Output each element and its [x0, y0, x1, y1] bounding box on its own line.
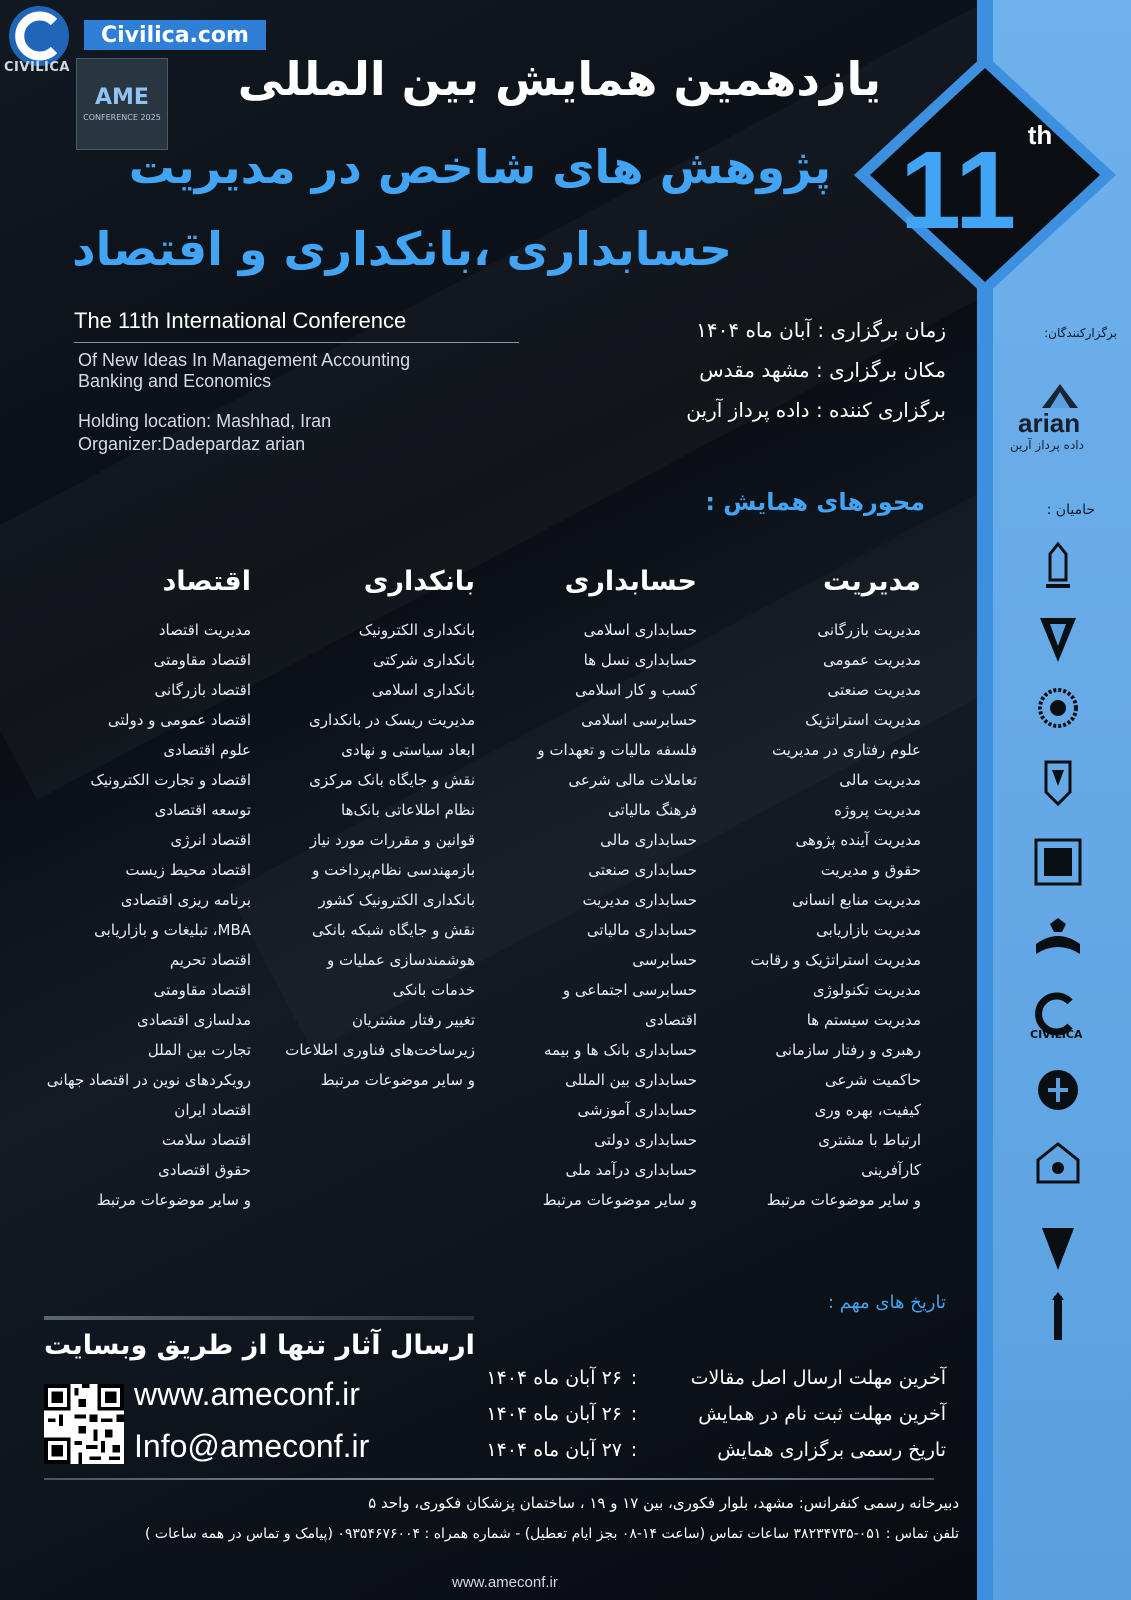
- topic-item: حسابداری آموزشی: [577, 1101, 697, 1119]
- deadline-separator: :: [630, 1403, 638, 1425]
- topic-item: حقوق اقتصادی: [158, 1161, 251, 1179]
- topic-item: حسابرسی: [632, 951, 697, 969]
- conference-time: زمان برگزاری : آبان ماه ۱۴۰۴: [696, 318, 946, 342]
- title-line-2: پژوهش های شاخص در مدیریت: [128, 140, 831, 194]
- deadline-separator: :: [630, 1439, 638, 1461]
- secretariat-address: دبیرخانه رسمی کنفرانس: مشهد، بلوار فکوری، بین ۱۷ و ۱۹ ، ساختمان پزشکان فکوری، واحد ۵: [368, 1494, 959, 1512]
- topic-item: بانکداری الکترونیک کشور: [318, 891, 475, 909]
- topic-list: [751, 615, 921, 1215]
- deadline-separator: :: [630, 1367, 638, 1389]
- topic-item: اقتصاد تحریم: [169, 951, 251, 969]
- topic-item: مدیریت بازاریابی: [816, 921, 921, 939]
- footer-divider: [44, 1478, 934, 1480]
- topic-item: مدیریت بازرگانی: [817, 621, 921, 639]
- topic-item: قوانین و مقررات مورد نیاز: [309, 831, 475, 849]
- topic-item: مدیریت مالی: [839, 771, 921, 789]
- topic-item: اقتصاد محیط زیست: [125, 861, 251, 879]
- topic-item: مدلسازی اقتصادی: [136, 1011, 251, 1029]
- english-organizer: Organizer:Dadepardaz arian: [78, 434, 306, 454]
- topic-item: ابعاد سیاستی و نهادی: [341, 741, 475, 759]
- topic-item: بانکداری شرکتی: [372, 651, 475, 669]
- book-crown-logo-icon: [1030, 914, 1086, 970]
- contact-phone: تلفن تماس : ۰۵۱-۳۸۲۳۴۷۳۵ ساعات تماس (ساعت ۱۴-۰۸ بجز ایام تعطیل) - شماره همراه : ۰۹۳۵۴۶۷۶۰۰۴ (پیامک و تماس در همه ساعات ): [144, 1526, 959, 1542]
- topic-column-management: [751, 566, 921, 1215]
- topic-item: و سایر موضوعات مرتبط: [96, 1191, 251, 1209]
- topic-item: حسابداری نسل ها: [583, 651, 697, 669]
- topic-item: حاکمیت شرعی: [825, 1071, 921, 1089]
- topic-item: و سایر موضوعات مرتبط: [320, 1071, 475, 1089]
- website-link[interactable]: www.ameconf.ir: [134, 1376, 360, 1412]
- topic-item: حسابرسی اجتماعی و: [562, 981, 697, 999]
- azad-university-logo-icon: [1030, 612, 1086, 668]
- arian-emblem-icon: [1040, 382, 1080, 410]
- title-line-3: حسابداری ،بانکداری و اقتصاد: [72, 222, 733, 276]
- topic-item: مدیریت استراتژیک و رقابت: [750, 951, 921, 969]
- topic-item: و سایر موضوعات مرتبط: [542, 1191, 697, 1209]
- topic-item: علوم اقتصادی: [163, 741, 251, 759]
- topic-item: اقتصاد سلامت: [161, 1131, 251, 1149]
- organization-logo-icon: [1030, 1064, 1086, 1120]
- topic-item: زیرساخت‌های فناوری اطلاعات: [285, 1041, 475, 1059]
- topic-list: [285, 615, 475, 1095]
- ame-conference-logo: [76, 58, 168, 150]
- topic-column-banking: [285, 566, 475, 1095]
- sponsors-label: حامیان :: [1046, 502, 1095, 518]
- topic-item: حسابداری مالی: [600, 831, 697, 849]
- topic-item: بازمهندسی نظام‌پرداخت و: [312, 861, 475, 879]
- topic-item: حسابداری مالیاتی: [586, 921, 697, 939]
- topic-item: حقوق و مدیریت: [820, 861, 921, 879]
- topic-item: حسابداری مدیریت: [582, 891, 697, 909]
- topic-item: اقتصاد ایران: [174, 1101, 251, 1119]
- topic-column-economics: [47, 566, 251, 1215]
- topic-item: اقتصاد بازرگانی: [154, 681, 251, 699]
- deadline-row: [486, 1432, 946, 1468]
- topic-item: اقتصادی: [645, 1011, 697, 1029]
- deadline-value: ۲۶ آبان ماه ۱۴۰۴: [486, 1403, 622, 1425]
- topic-item: مدیریت عمومی: [823, 651, 921, 669]
- deadline-row: [486, 1360, 946, 1396]
- arian-logo-sub: داده پرداز آرین: [1010, 438, 1084, 452]
- deadline-label: آخرین مهلت ارسال اصل مقالات: [690, 1367, 946, 1389]
- arian-logo-text: arian: [1018, 408, 1081, 438]
- topic-list: [537, 615, 697, 1215]
- topic-item: اقتصاد عمومی و دولتی: [107, 711, 251, 729]
- institute-logo-icon: [1030, 756, 1086, 812]
- topic-item: مدیریت تکنولوژی: [812, 981, 921, 999]
- title-line-1: یازدهمین همایش بین المللی: [237, 52, 881, 106]
- topic-column-accounting: [537, 566, 697, 1215]
- topic-item: حسابداری درآمد ملی: [565, 1161, 697, 1179]
- topic-item: مدیریت اقتصاد: [158, 621, 251, 639]
- column-heading: حسابداری: [564, 566, 697, 597]
- english-title: The 11th International Conference: [74, 308, 407, 333]
- topic-item: اقتصاد مقاومتی: [153, 651, 251, 669]
- topic-item: کسب و کار اسلامی: [575, 681, 697, 699]
- azad-university-small-logo-icon: [1030, 1222, 1086, 1278]
- topic-item: فرهنگ مالیاتی: [607, 801, 697, 819]
- topics-title: محورهای همایش :: [705, 488, 925, 516]
- topic-item: اقتصاد انرژی: [170, 831, 251, 849]
- deadline-value: ۲۶ آبان ماه ۱۴۰۴: [486, 1367, 622, 1389]
- email-link[interactable]: Info@ameconf.ir: [134, 1428, 370, 1464]
- topic-item: MBA، تبلیغات و بازاریابی: [94, 921, 251, 939]
- important-dates-title: تاریخ های مهم :: [827, 1292, 946, 1313]
- topic-item: حسابداری بانک ها و بیمه: [544, 1041, 697, 1059]
- topic-item: توسعه اقتصادی: [154, 801, 251, 819]
- topic-item: کارآفرینی: [861, 1161, 921, 1179]
- topic-item: حسابداری اسلامی: [583, 621, 697, 639]
- civilica-small-label: CIVILICA: [1030, 1028, 1083, 1041]
- badge-number: 11: [899, 129, 1017, 252]
- topic-item: تجارت بین الملل: [147, 1041, 251, 1059]
- topic-item: مدیریت آینده پژوهی: [795, 831, 921, 849]
- research-center-logo-icon: [1030, 1138, 1086, 1194]
- topic-item: بانکداری اسلامی: [371, 681, 475, 699]
- submit-title: ارسال آثار تنها از طریق وبسایت: [44, 1330, 475, 1361]
- english-divider: [74, 342, 519, 343]
- topic-item: مدیریت استراتژیک: [805, 711, 921, 729]
- edition-badge: [850, 50, 1120, 300]
- qr-code-icon[interactable]: [44, 1384, 124, 1464]
- topic-item: علوم رفتاری در مدیریت: [772, 741, 921, 759]
- topic-item: و سایر موضوعات مرتبط: [766, 1191, 921, 1209]
- organizers-label: برگزارکنندگان:: [1044, 326, 1117, 340]
- deadline-label: آخرین مهلت ثبت نام در همایش: [698, 1403, 946, 1425]
- topic-item: مدیریت صنعتی: [827, 681, 921, 699]
- topic-item: کیفیت، بهره وری: [814, 1101, 921, 1119]
- deadline-list: [486, 1360, 946, 1468]
- topic-item: نقش و جایگاه شبکه بانکی: [311, 921, 475, 939]
- topic-item: برنامه ریزی اقتصادی: [120, 891, 251, 909]
- university-logo-icon: [1030, 540, 1086, 596]
- shahid-beheshti-logo-icon: [1030, 834, 1086, 890]
- column-heading: اقتصاد: [162, 566, 251, 597]
- topic-item: نظام اطلاعاتی بانک‌ها: [341, 801, 475, 819]
- topic-item: تعاملات مالی شرعی: [568, 771, 697, 789]
- topic-item: اقتصاد مقاومتی: [153, 981, 251, 999]
- tower-logo-icon: [1030, 1292, 1086, 1348]
- ame-logo-title: AME: [95, 85, 149, 111]
- topic-item: مدیریت منابع انسانی: [791, 891, 921, 909]
- topic-item: حسابرسی اسلامی: [581, 711, 697, 729]
- conference-place: مکان برگزاری : مشهد مقدس: [699, 358, 946, 382]
- deadline-label: تاریخ رسمی برگزاری همایش: [717, 1439, 946, 1461]
- english-subtitle-line: Banking and Economics: [78, 371, 272, 391]
- topic-list: [47, 615, 251, 1215]
- topic-item: حسابداری صنعتی: [588, 861, 697, 879]
- conference-organizer: برگزاری کننده : داده پرداز آرین: [686, 398, 946, 422]
- topic-item: اقتصاد و تجارت الکترونیک: [90, 771, 251, 789]
- topic-item: مدیریت سیستم ها: [806, 1011, 921, 1029]
- deadline-row: [486, 1396, 946, 1432]
- conference-info: [686, 310, 946, 430]
- english-location: Holding location: Mashhad, Iran: [78, 411, 332, 431]
- topic-item: خدمات بانکی: [392, 981, 475, 999]
- english-info: [78, 410, 331, 456]
- english-subtitle-line: Of New Ideas In Management Accounting: [78, 350, 411, 370]
- footer-website-link[interactable]: www.ameconf.ir: [452, 1574, 558, 1591]
- english-subtitle: [78, 350, 410, 392]
- civilica-label: CIVILICA: [4, 60, 70, 75]
- topic-item: هوشمندسازی عملیات و: [326, 951, 475, 969]
- ame-logo-sub: CONFERENCE 2025: [83, 113, 161, 123]
- topic-item: حسابداری دولتی: [594, 1131, 697, 1149]
- column-heading: بانکداری: [363, 566, 475, 597]
- topic-item: حسابداری بین المللی: [565, 1071, 697, 1089]
- topic-item: بانکداری الکترونیک: [358, 621, 475, 639]
- topic-item: تغییر رفتار مشتریان: [351, 1011, 475, 1029]
- topic-item: فلسفه مالیات و تعهدات و: [537, 741, 697, 759]
- deadline-value: ۲۷ آبان ماه ۱۴۰۴: [486, 1439, 622, 1461]
- badge-suffix: th: [1027, 120, 1053, 150]
- topic-item: رهبری و رفتار سازمانی: [775, 1041, 921, 1059]
- topic-item: ارتباط با مشتری: [818, 1131, 921, 1149]
- topic-item: رویکردهای نوین در اقتصاد جهانی: [46, 1071, 251, 1089]
- column-heading: مدیریت: [823, 566, 921, 597]
- topic-item: مدیریت پروژه: [834, 801, 921, 819]
- topic-item: مدیریت ریسک در بانکداری: [309, 711, 475, 729]
- submit-divider: [44, 1316, 474, 1320]
- payame-noor-logo-icon: [1030, 684, 1086, 740]
- topic-item: نقش و جایگاه بانک مرکزی: [309, 771, 475, 789]
- civilica-site-badge[interactable]: Civilica.com: [84, 20, 266, 50]
